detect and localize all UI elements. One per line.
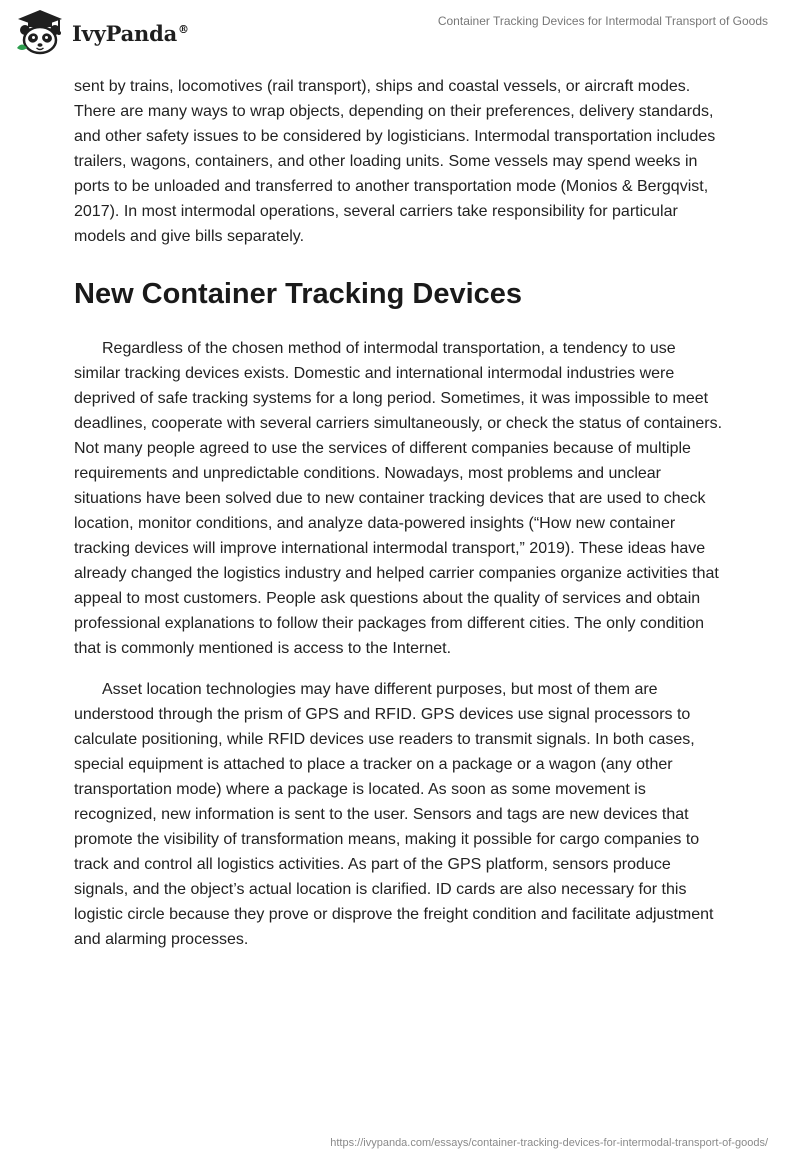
page-header bbox=[0, 0, 800, 64]
source-url[interactable]: https://ivypanda.com/essays/container-tracking-devices-for-intermodal-transport-of-goods/ bbox=[330, 1137, 768, 1149]
panda-graduation-cap-icon bbox=[14, 8, 66, 56]
ivypanda-logo[interactable] bbox=[14, 8, 189, 56]
body-paragraph-1: Regardless of the chosen method of intermodal transportation, a tendency to use similar tracking devices exists. Domestic and international intermodal industries were deprived of safe tracking systems for a long period. Sometimes, it was impossible to meet deadlines, cooperate with several carriers simultaneously, or check the status of containers. Not many people agreed to use the services of different companies because of multiple requirements and unpredictable conditions. Nowadays, most problems and unclear situations have been solved due to new container tracking devices that are used to check location, monitor conditions, and analyze data-powered insights (“How new container tracking devices will improve international intermodal transport,” 2019). These ideas have already changed the logistics industry and helped carrier companies organize activities that appeal to most customers. People ask questions about the quality of services and obtain professional explanations to follow their packages from different cities. The only condition that is commonly mentioned is access to the Internet. bbox=[74, 340, 723, 657]
section-heading: New Container Tracking Devices bbox=[74, 278, 523, 310]
essay-content bbox=[74, 74, 726, 952]
intro-paragraph: sent by trains, locomotives (rail transport), ships and coastal vessels, or aircraft modes. There are many ways to wrap objects, depending on their preferences, delivery standards, and other safety issues to be considered by logisticians. Intermodal transportation includes trailers, wagons, containers, and other loading units. Some vessels may spend weeks in ports to be unloaded and transferred to another transportation mode (Monios & Bergqvist, 2017). In most intermodal operations, several carriers take responsibility for particular models and give bills separately. bbox=[74, 78, 716, 245]
brand-name: IvyPanda® bbox=[72, 20, 189, 46]
body-paragraph-2: Asset location technologies may have different purposes, but most of them are understood through the prism of GPS and RFID. GPS devices use signal processors to calculate positioning, while RFID devices use readers to transmit signals. In both cases, special equipment is attached to place a tracker on a package or a wagon (any other transportation mode) where a package is located. As soon as some movement is recognized, new information is sent to the user. Sensors and tags are new devices that promote the visibility of transformation means, making it possible for cargo companies to track and control all logistics activities. As part of the GPS platform, sensors produce signals, and the object’s actual location is clarified. ID cards are also necessary for this logistic circle because they prove or disprove the freight condition and facilitate adjustment and alarming processes. bbox=[74, 681, 714, 948]
registered-mark: ® bbox=[178, 22, 189, 36]
document-title: Container Tracking Devices for Intermodal Transport of Goods bbox=[437, 14, 768, 28]
paragraph-spacer bbox=[74, 661, 726, 677]
